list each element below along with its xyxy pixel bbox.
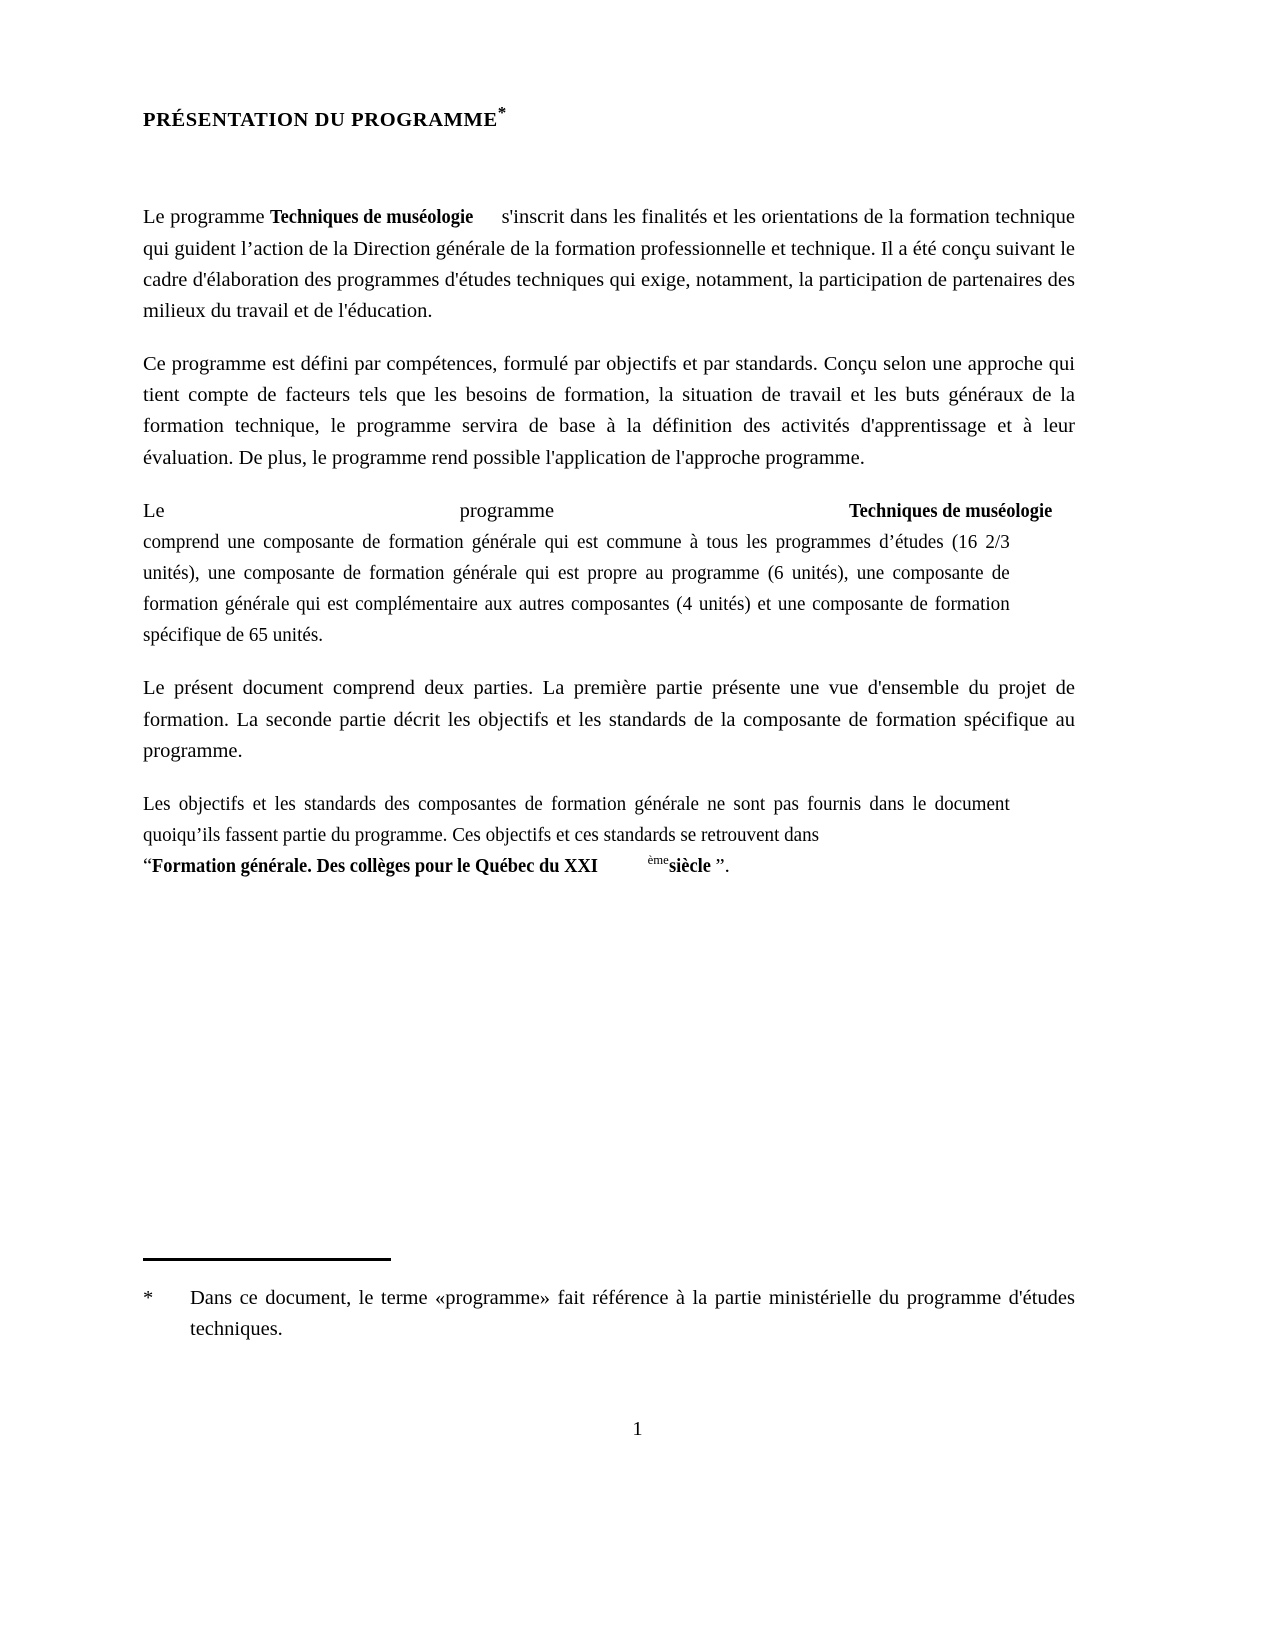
paragraph-5-lead: Les objectifs et les standards des composantes de formation générale ne sont pas fournis dans le document quoiqu’ils fassent partie du programme. Ces objectifs et ces standards se retrouvent dans [143, 792, 1010, 847]
paragraph-4 [143, 673, 1075, 766]
program-name-emphasis: Techniques de muséologie [270, 206, 474, 229]
footnote-entry [143, 1283, 1075, 1345]
quote-open: “ [143, 855, 153, 878]
title-footnote-marker: * [497, 103, 507, 122]
paragraph-4-text: Le présent document comprend deux parties. La première partie présente une vue d'ensemble du projet de formation. La seconde partie décrit les objectifs et les standards de la composante de formation spécifique au programme. [143, 677, 1075, 762]
page-title [143, 103, 1075, 132]
cited-work-ordinal: ème [647, 853, 669, 868]
footnote-section [143, 1258, 1075, 1345]
page-number: 1 [632, 1418, 643, 1440]
paragraph-5 [143, 789, 1075, 882]
page-content [143, 103, 1075, 882]
cited-work-title: Formation générale. Des collèges pour le Québec du XXI [152, 855, 599, 878]
paragraph-3-rest: comprend une composante de formation générale qui est commune à tous les programmes d’études (16 2/3 unités), une composante de formation générale qui est propre au programme (6 unités), une composante de formation générale qui est complémentaire aux autres composantes (4 unités) et une composante de formation spécifique de 65 unités. [143, 530, 1010, 647]
footnote-marker: * [143, 1287, 154, 1309]
quote-close: ”. [715, 855, 730, 878]
paragraph-1-lead: Le programme [143, 206, 271, 229]
paragraph-1 [143, 202, 1075, 327]
footnote-separator-rule [143, 1258, 391, 1261]
paragraph-3-lead: Le programme [143, 499, 850, 522]
cited-work-title-end: siècle [668, 855, 711, 878]
footnote-text: Dans ce document, le terme «programme» fait référence à la partie ministérielle du programme d'études techniques. [190, 1287, 1075, 1341]
paragraph-1-rest: s'inscrit dans les finalités et les orientations de la formation technique qui guident l’action de la Direction générale de la formation professionnelle et technique. Il a été conçu suivant le cadre d'élaboration des programmes d'études techniques qui exige, notamment, la participation de partenaires des milieux du travail et de l'éducation. [143, 206, 1075, 322]
page-title-text: PRÉSENTATION DU PROGRAMME [143, 108, 498, 131]
paragraph-2-text: Ce programme est défini par compétences, formulé par objectifs et par standards. Conçu selon une approche qui tient compte de facteurs tels que les besoins de formation, la situation de travail et les buts généraux de la formation technique, le programme servira de base à la définition des activités d'apprentissage et à leur évaluation. De plus, le programme rend possible l'application de l'approche programme. [143, 353, 1075, 469]
paragraph-2 [143, 349, 1075, 474]
paragraph-3 [143, 496, 1075, 652]
program-name-emphasis: Techniques de muséologie [849, 499, 1053, 522]
